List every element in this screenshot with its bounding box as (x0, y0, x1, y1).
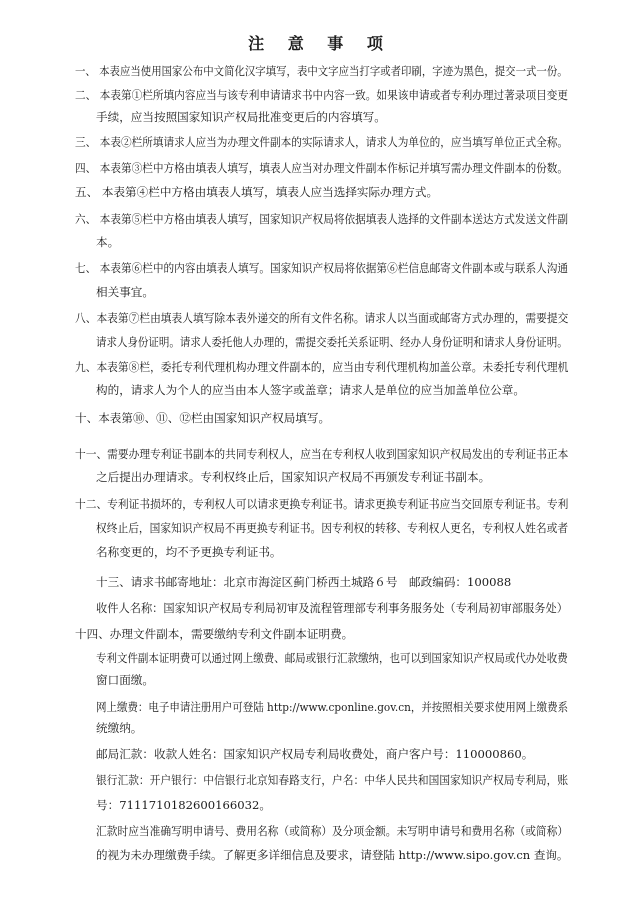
notice-item-2-line-1: 二、 本表第①栏所填内容应当与该专利申请请求书中内容一致。如果该申请或者专利办理过著录项目变更 (75, 88, 569, 102)
notice-item-14-line-5: 统缴纳。 (96, 721, 143, 735)
notice-item-6-line-2: 本。 (96, 235, 120, 249)
page-title: 注 意 事 项 (248, 34, 392, 53)
notice-item-7-line-2: 相关事宜。 (96, 285, 154, 299)
notice-item-10-line-1: 十、本表第⑩、⑪、⑫栏由国家知识产权局填写。 (75, 411, 331, 425)
notice-item-14-line-1: 十四、办理文件副本，需要缴纳专利文件副本证明费。 (75, 627, 354, 641)
notice-item-11-line-2: 之后提出办理请求。专利权终止后，国家知识产权局不再颁发专利证书副本。 (96, 470, 491, 484)
notice-item-4-line-1: 四、 本表第③栏中方格由填表人填写，填表人应当对办理文件副本作标记并填写需办理文件副本的份数。 (75, 161, 569, 175)
notice-item-11-line-1: 十一、需要办理专利证书副本的共同专利权人，应当在专利权人收到国家知识产权局发出的专利证书正本 (75, 447, 569, 461)
notice-item-8-line-1: 八、本表第⑦栏由填表人填写除本表外递交的所有文件名称。请求人以当面或邮寄方式办理的，需要提交 (75, 311, 569, 325)
notice-item-14-line-6: 邮局汇款：收款人姓名：国家知识产权局专利局收费处，商户客户号：110000860。 (96, 747, 534, 761)
notice-item-7-line-1: 七、 本表第⑥栏中的内容由填表人填写。国家知识产权局将依据第⑥栏信息邮寄文件副本或与联系人沟通 (75, 261, 569, 275)
notice-item-14-line-10: 的视为未办理缴费手续。了解更多详细信息及要求，请登陆 http://www.sipo.gov.cn 查询。 (96, 848, 569, 862)
notice-item-12-line-2: 权终止后，国家知识产权局不再更换专利证书。因专利权的转移、专利权人更名，专利权人姓名或者 (96, 521, 569, 535)
notice-item-1-line-1: 一、 本表应当使用国家公布中文简化汉字填写，表中文字应当打字或者印刷，字迹为黑色，提交一式一份。 (75, 64, 568, 78)
notice-item-12-line-3: 名称变更的，均不予更换专利证书。 (96, 545, 282, 559)
notice-item-9-line-2: 构的，请求人为个人的应当由本人签字或盖章；请求人是单位的应当加盖单位公章。 (96, 383, 525, 397)
notice-item-12-line-1: 十二、专利证书损坏的，专利权人可以请求更换专利证书。请求更换专利证书应当交回原专利证书。专利 (75, 497, 569, 511)
notice-item-3-line-1: 三、 本表②栏所填请求人应当为办理文件副本的实际请求人，请求人为单位的，应当填写单位正式全称。 (75, 135, 569, 149)
notice-item-6-line-1: 六、 本表第⑤栏中方格由填表人填写，国家知识产权局将依据填表人选择的文件副本送达方式发送文件副 (75, 212, 569, 226)
notice-item-14-line-8: 号：7111710182600166032。 (96, 798, 271, 812)
notice-item-13-line-1: 十三、请求书邮寄地址：北京市海淀区蓟门桥西土城路６号 邮政编码：100088 (96, 575, 512, 589)
notice-item-8-line-2: 请求人身份证明。请求人委托他人办理的，需提交委托关系证明、经办人身份证明和请求人身份证明。 (96, 335, 568, 349)
notice-item-14-line-3: 窗口面缴。 (96, 673, 154, 687)
notice-item-14-line-2: 专利文件副本证明费可以通过网上缴费、邮局或银行汇款缴纳，也可以到国家知识产权局或代办处收费 (96, 651, 568, 665)
notice-item-9-line-1: 九、本表第⑧栏，委托专利代理机构办理文件副本的，应当由专利代理机构加盖公章。未委托专利代理机 (75, 360, 569, 374)
notice-item-2-line-2: 手续，应当按照国家知识产权局批准变更后的内容填写。 (96, 110, 386, 124)
notice-item-14-line-4: 网上缴费：电子申请注册用户可登陆 http://www.cponline.gov.cn，并按照相关要求使用网上缴费系 (96, 700, 569, 714)
notice-item-14-line-7: 银行汇款：开户银行：中信银行北京知春路支行，户名：中华人民共和国国家知识产权局专利局，账 (96, 773, 569, 787)
notice-item-5-line-1: 五、 本表第④栏中方格由填表人填写，填表人应当选择实际办理方式。 (75, 185, 439, 199)
notice-item-14-line-9: 汇款时应当准确写明申请号、费用名称（或简称）及分项金额。未写明申请号和费用名称（或简称） (96, 824, 569, 838)
notice-item-13-line-2: 收件人名称：国家知识产权局专利局初审及流程管理部专利事务服务处（专利局初审部服务处） (96, 601, 568, 615)
